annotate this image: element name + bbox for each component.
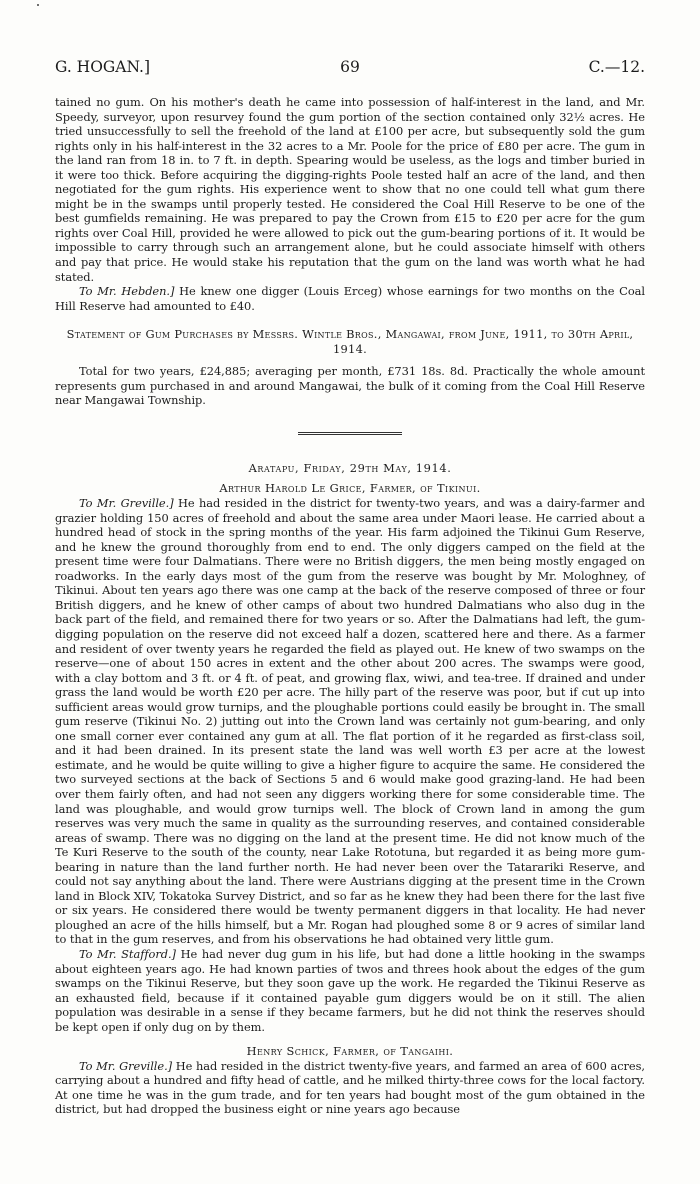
- paragraph-stafford: [55, 947, 645, 1034]
- body-text: [55, 95, 645, 1117]
- paragraph-text: He knew one digger (Louis Erceg) whose earnings for two months on the Coal Hill Reserve had amounted to £40.: [55, 284, 645, 313]
- speaker-label: To Mr. Greville.]: [79, 496, 174, 511]
- paragraph-totals: Total for two years, £24,885; averaging per month, £731 18s. 8d. Practically the whole amount represents gum purchased in and around Mangawai, the bulk of it coming from the Coal Hill Reserve near Mangawai Township.: [55, 364, 645, 408]
- page-header: [55, 58, 645, 80]
- paragraph-text: He had resided in the district for twenty-two years, and was a dairy-farmer and grazier holding 150 acres of freehold and about the same area under Maori lease. He carried about a hundred head of stock in the spring months of the year. His farm adjoined the Tikinui Gum Reserve, and he knew the ground thoroughly from end to end. The only diggers camped on the field at the present time were four Dalmatians. There were no British diggers, the men being mostly engaged on roadworks. In the early days most of the gum from the reserve was bought by Mr. Mologhney, of Tikinui. About ten years ago there was one camp at the back of the reserve composed of three or four British diggers, and he knew of other camps of about two hundred Dalmatians who also dug in the back part of the field, and remained there for two years or so. After the Dalmatians had left, the gum-digging population on the reserve did not exceed half a dozen, scattered here and there. As a farmer and resident of over twenty years he regarded the field as played out. He knew of two swamps on the reserve—one of about 150 acres in extent and the other about 200 acres. The swamps were good, with a clay bottom and 3 ft. or 4 ft. of peat, and growing flax, wiwi, and tea-tree. If drained and under grass the land would be worth £20 per acre. The hilly part of the reserve was poor, but if cut up into sufficient areas would grow turnips, and the ploughable portions could easily be brought in. The small gum reserve (Tikinui No. 2) jutting out into the Crown land was certainly not gum-bearing, and only one small corner ever contained any gum at all. The flat portion of it he regarded as first-class soil, and it had been drained. In its present state the land was well worth £3 per acre at the lowest estimate, and he would be quite willing to give a higher figure to acquire the same. He considered the two surveyed sections at the back of Sections 5 and 6 would make good grazing-land. He had been over them fairly often, and had not seen any diggers working there for some considerable time. The land was ploughable, and would grow turnips well. The block of Crown land in among the gum reserves was very much the same in quality as the surrounding reserves, and contained considerable areas of swamp. There was no digging on the land at the present time. He did not know much of the Te Kuri Reserve to the south of the county, near Lake Rototuna, but regarded it as being more gum-bearing in nature than the land further north. He had never been over the Tatarariki Reserve, and could not say anything about the land. There were Austrians digging at the present time in the Crown land in Block XIV, Tokatoka Survey District, and so far as he knew they had been there for the last five or six years. He considered there would be twenty permanent diggers in that locality. He had never ploughed an acre of the hills himself, but a Mr. Rogan had ploughed some 8 or 9 acres of similar land to that in the gum reserves, and from his observations he had obtained very little gum.: [55, 496, 645, 947]
- paragraph-text: He had never dug gum in his life, but had done a little hooking in the swamps about eighteen years ago. He had known parties of twos and threes hook about the edges of the gum swamps on the Tikinui Reserve, but they soon gave up the work. He regarded the Tikinui Reserve as an exhausted field, because if it contained payable gum diggers would be on it still. The alien population was desirable in a sense if they became farmers, but he did not think the reserves should be kept open if only dug on by them.: [55, 946, 646, 1034]
- page-number: 69: [340, 58, 360, 76]
- paragraph-greville: [55, 1059, 645, 1117]
- document-reference: C.—12.: [588, 58, 645, 76]
- speaker-label: To Mr. Greville.]: [79, 1058, 173, 1073]
- witness-heading: Arthur Harold Le Grice, Farmer, of Tikinui.: [219, 481, 481, 496]
- paragraph-text: He had resided in the district twenty-five years, and farmed an area of 600 acres, carrying about a hundred and fifty head of cattle, and he milked thirty-three cows for the local factory. At one time he was in the gum trade, and for ten years had bought most of the gum obtained in the district, but had dropped the business eight or nine years ago because: [55, 1058, 645, 1117]
- speaker-label: To Mr. Hebden.]: [79, 284, 175, 299]
- witness-heading: Henry Schick, Farmer, of Tangaihi.: [246, 1044, 454, 1059]
- section-divider: [298, 432, 402, 435]
- paragraph-greville: [55, 496, 645, 947]
- paragraph-hebden: [55, 284, 645, 313]
- margin-mark: [37, 4, 39, 6]
- dateline: Aratapu, Friday, 29th May, 1914.: [248, 460, 452, 475]
- paragraph-continued: tained no gum. On his mother's death he came into possession of half-interest in the land, and Mr. Speedy, surveyor, upon resurvey found the gum portion of the section contained only 32½ acres. He tried unsuccessfully to sell the freehold of the land at £100 per acre, but subsequently sold the gum rights only in his half-interest in the 32 acres to a Mr. Poole for the price of £80 per acre. The gum in the land ran from 18 in. to 7 ft. in depth. Spearing would be useless, as the logs and timber buried in it were too thick. Before acquiring the digging-rights Poole tested half an acre of the land, and then negotiated for the gum rights. His experience went to show that no one could tell what gum there might be in the swamps until properly tested. He considered the Coal Hill Reserve to be one of the best gumfields remaining. He was prepared to pay the Crown from £15 to £20 per acre for the gum rights over Coal Hill, provided he were allowed to pick out the gum-bearing portions of it. It would be impossible to carry through such an arrangement alone, but he could associate himself with others and pay that price. He would stake his reputation that the gum on the land was worth what he had stated.: [55, 95, 645, 284]
- speaker-label: To Mr. Stafford.]: [79, 946, 176, 961]
- statement-heading: Statement of Gum Purchases by Messrs. Wintle Bros., Mangawai, from June, 1911, to 30th April, 1914.: [66, 327, 634, 356]
- header-author: G. HOGAN.]: [55, 58, 151, 76]
